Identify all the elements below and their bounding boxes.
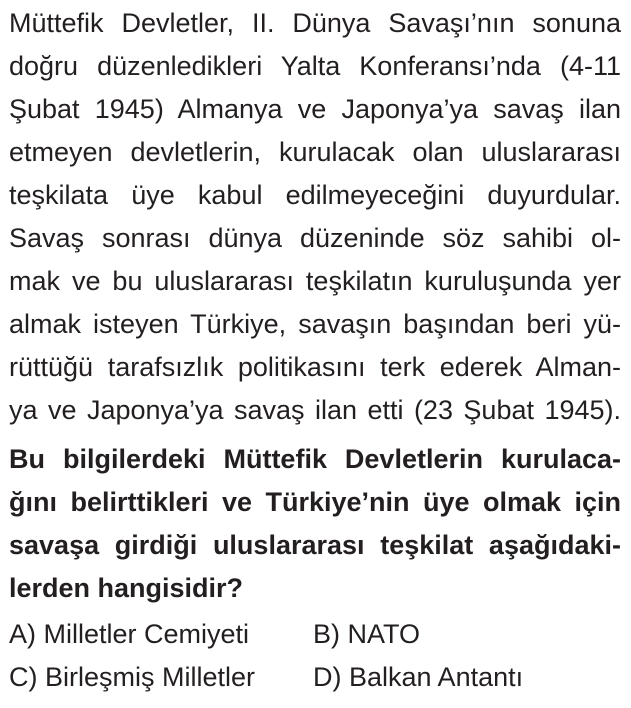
option-b[interactable]: B) NATO <box>313 619 421 649</box>
question-line: ğını belirttikleri ve Türkiye’nin üye olmak için <box>9 487 621 517</box>
passage-line: etmeyen devletlerin, kurulacak olan uluslararası <box>9 137 621 167</box>
passage-line: ya ve Japonya’ya savaş ilan etti (23 Şubat 1945). <box>9 395 621 425</box>
passage-line: doğru düzenledikleri Yalta Konferansı’nda (4-11 <box>9 51 621 81</box>
option-c[interactable]: C) Birleşmiş Milletler <box>9 662 256 692</box>
question-line: savaşa girdiği uluslararası teşkilat aşağıdaki- <box>9 530 621 560</box>
passage-line: almak isteyen Türkiye, savaşın başından beri yü- <box>9 309 621 339</box>
passage-line: Şubat 1945) Almanya ve Japonya’ya savaş ilan <box>9 94 621 124</box>
passage-line: teşkilata üye kabul edilmeyeceğini duyurdular. <box>9 180 621 210</box>
option-a[interactable]: A) Milletler Cemiyeti <box>9 619 250 649</box>
passage-line: Müttefik Devletler, II. Dünya Savaşı’nın sonuna <box>9 8 621 38</box>
passage-line: rüttüğü tarafsızlık politikasını terk ederek Alman- <box>9 352 621 382</box>
question-line: lerden hangisidir? <box>9 573 244 603</box>
passage-line: Savaş sonrası dünya düzeninde söz sahibi ol- <box>9 223 621 253</box>
passage-line: mak ve bu uluslararası teşkilatın kuruluşunda yer <box>9 266 621 296</box>
option-d[interactable]: D) Balkan Antantı <box>313 662 524 692</box>
question-line: Bu bilgilerdeki Müttefik Devletlerin kurulaca- <box>9 444 621 474</box>
